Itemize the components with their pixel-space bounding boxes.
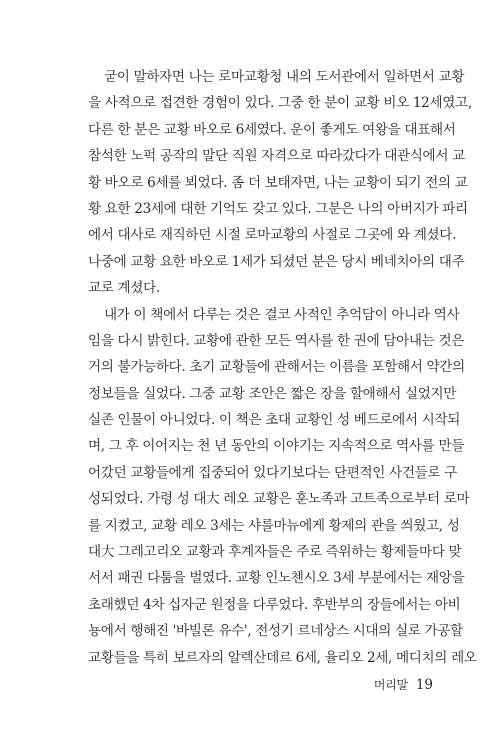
page-footer [345, 676, 433, 693]
text-line: 다른 한 분은 교황 바오로 6세였다. 운이 좋게도 여왕을 대표해서 [88, 121, 456, 138]
text-line: 성되었다. 가령 성 대大 레오 교황은 훈노족과 고트족으로부터 로마 [88, 491, 470, 508]
text-line: 황 바오로 6세를 뵈었다. 좀 더 보태자면, 나는 교황이 되기 전의 교 [88, 174, 468, 191]
text-line: 교로 계셨다. [88, 280, 160, 297]
paragraph [88, 302, 477, 671]
text-line: 나중에 교황 요한 바오로 1세가 되셨던 분은 당시 베네치아의 대주 [88, 253, 465, 270]
page-number: 19 [415, 677, 433, 693]
body-text [88, 64, 477, 671]
text-line: 내가 이 책에서 다루는 것은 결코 사적인 추억담이 아니라 역사 [104, 306, 460, 323]
paragraph [88, 64, 472, 302]
text-line: 초래했던 4차 십자군 원정을 다루었다. 후반부의 장들에서는 아비 [88, 596, 461, 613]
text-line: 대大 그레고리오 교황과 후계자들은 주로 즉위하는 황제들마다 맞 [88, 544, 462, 561]
text-line: 굳이 말하자면 나는 로마교황청 내의 도서관에서 일하면서 교황 [104, 69, 465, 85]
text-line: 거의 불가능하다. 초기 교황들에 관해서는 이름을 포함해서 약간의 [88, 359, 465, 376]
text-line: 정보들을 실었다. 그중 교황 조안은 짧은 장을 할애해서 실었지만 [88, 385, 457, 402]
text-line: 어갔던 교황들에게 집중되어 있다기보다는 단편적인 사건들로 구 [88, 464, 457, 481]
text-line: 교황들을 특히 보르자의 알렉산데르 6세, 율리오 2세, 메디치의 레오 [88, 649, 477, 666]
running-footer-label: 머리말 [373, 678, 408, 692]
text-line: 임을 다시 밝힌다. 교황에 관한 모든 역사를 한 권에 담아내는 것은 [88, 332, 465, 349]
text-line: 에서 대사로 재직하던 시절 로마교황의 사절로 그곳에 와 계셨다. [88, 227, 457, 244]
text-line: 뇽에서 행해진 '바빌론 유수', 전성기 르네상스 시대의 실로 가공할 [88, 623, 463, 640]
text-line: 서서 패권 다툼을 벌였다. 교황 인노첸시오 3세 부분에서는 재앙을 [88, 570, 465, 587]
text-line: 실존 인물이 아니었다. 이 책은 초대 교황인 성 베드로에서 시작되 [88, 412, 461, 429]
text-line: 을 사적으로 접견한 경험이 있다. 그중 한 분이 교황 비오 12세였고, [88, 95, 472, 112]
text-line: 황 요한 23세에 대한 기억도 갖고 있다. 그분은 나의 아버지가 파리 [88, 200, 468, 217]
text-line: 를 지켰고, 교황 레오 3세는 샤를마뉴에게 황제의 관을 씌웠고, 성 [88, 517, 460, 534]
text-line: 참석한 노퍽 공작의 말단 직원 자격으로 따라갔다가 대관식에서 교 [88, 148, 465, 165]
text-line: 며, 그 후 이어지는 천 년 동안의 이야기는 지속적으로 역사를 만들 [88, 438, 465, 455]
